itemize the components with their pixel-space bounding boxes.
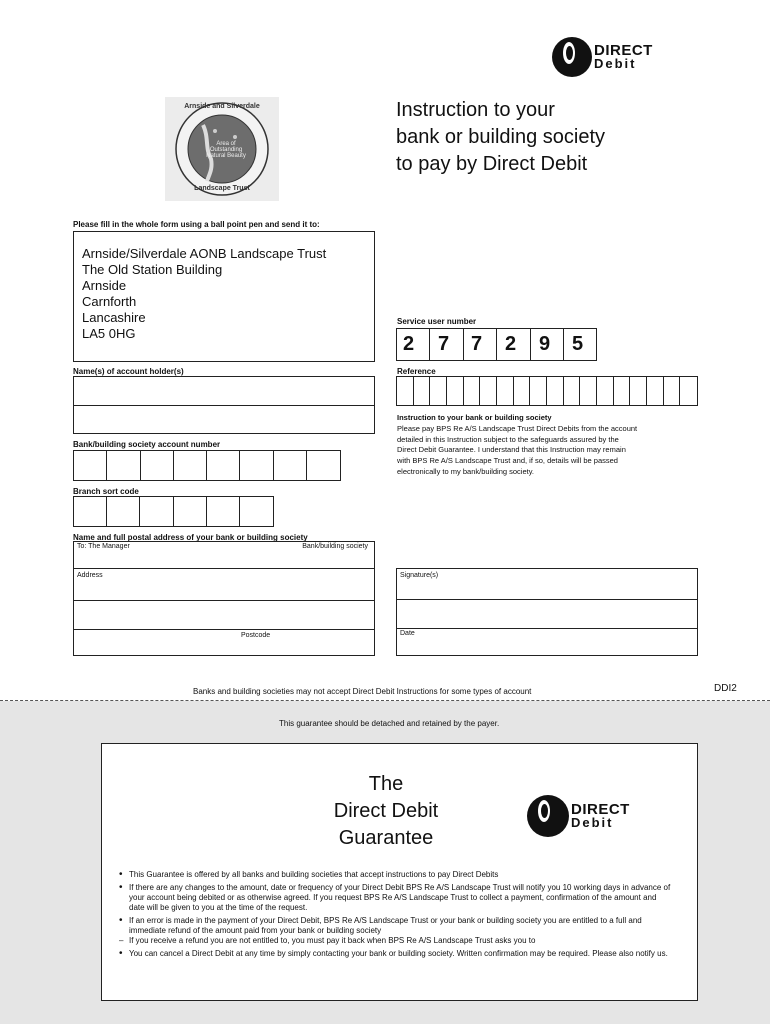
bank-address-label: Name and full postal address of your bank or building society <box>73 533 308 542</box>
sort-code-cell[interactable] <box>74 497 107 526</box>
guarantee-title <box>272 771 500 852</box>
account-number-cell[interactable] <box>74 451 107 480</box>
address-label: Address <box>77 572 103 579</box>
page-title <box>396 97 605 178</box>
guarantee-item: • You can cancel a Direct Debit at any time by simply contacting your bank or building society. Written confirmation may be required. Please also notify us. <box>117 949 672 959</box>
bank-building-society-label: Bank/building society <box>302 543 368 550</box>
footer-note: Banks and building societies may not accept Direct Debit Instructions for some types of account <box>193 687 532 696</box>
reference-cell[interactable] <box>514 377 531 405</box>
sort-code-cell[interactable] <box>174 497 207 526</box>
account-number-cell[interactable] <box>207 451 240 480</box>
guarantee-list <box>117 870 672 962</box>
instruction-block <box>397 413 697 478</box>
sort-code-cell[interactable] <box>207 497 240 526</box>
seal-bottom-arc: Landscape Trust <box>194 185 250 192</box>
title-line-1: Instruction to your <box>396 99 555 121</box>
fill-instructions: Please fill in the whole form using a ball point pen and send it to: <box>73 220 320 229</box>
bank-name-row[interactable] <box>74 542 374 569</box>
guarantee-direct-debit-logo <box>527 795 630 837</box>
send-to-address-box <box>73 231 375 362</box>
signature-label: Signature(s) <box>400 572 439 579</box>
reference-cell[interactable] <box>680 377 697 405</box>
reference-cell[interactable] <box>480 377 497 405</box>
logo-line1: DIRECT <box>594 42 653 59</box>
account-number-cell[interactable] <box>141 451 174 480</box>
direct-debit-logo <box>552 37 653 77</box>
landscape-trust-seal <box>165 97 279 201</box>
bank-address-row-2[interactable] <box>74 601 374 630</box>
logo-line2: Debit <box>594 56 637 71</box>
account-number-field[interactable] <box>73 450 341 481</box>
guarantee-item: • This Guarantee is offered by all banks and building societies that accept instructions to pay Direct Debits <box>117 870 672 880</box>
logo-line2: Debit <box>571 815 614 830</box>
signature-date-box[interactable] <box>396 568 698 656</box>
signature-row-2[interactable] <box>397 600 697 629</box>
direct-debit-mark-icon <box>552 37 592 77</box>
reference-cell[interactable] <box>430 377 447 405</box>
seal-center-text: Area of Outstanding Natural Beauty <box>206 141 246 159</box>
reference-cell[interactable] <box>414 377 431 405</box>
sort-code-label: Branch sort code <box>73 487 139 496</box>
instruction-line: Direct Debit Guarantee. I understand that this Instruction may remain <box>397 445 626 455</box>
account-holder-line-2[interactable] <box>74 406 374 434</box>
account-number-cell[interactable] <box>307 451 340 480</box>
account-holder-field[interactable] <box>73 376 375 434</box>
date-label: Date <box>400 630 415 637</box>
reference-cell[interactable] <box>580 377 597 405</box>
account-number-label: Bank/building society account number <box>73 440 221 449</box>
instruction-line: detailed in this Instruction subject to the safeguards assured by the <box>397 434 619 444</box>
service-user-digit: 5 <box>572 333 584 355</box>
account-number-cell[interactable] <box>240 451 273 480</box>
reference-cell[interactable] <box>664 377 681 405</box>
detach-note: This guarantee should be detached and retained by the payer. <box>279 719 500 728</box>
to-manager-label: To: The Manager <box>77 543 130 550</box>
guarantee-title-line: Direct Debit <box>333 800 439 822</box>
guarantee-title-line: Guarantee <box>338 827 434 849</box>
reference-cell[interactable] <box>630 377 647 405</box>
reference-cell[interactable] <box>530 377 547 405</box>
address-line: Lancashire <box>82 310 146 325</box>
address-line: Arnside <box>82 278 127 293</box>
instruction-heading: Instruction to your bank or building society <box>397 413 552 422</box>
guarantee-title-line: The <box>368 773 404 795</box>
logo-line1: DIRECT <box>571 801 630 818</box>
reference-cell[interactable] <box>647 377 664 405</box>
reference-cell[interactable] <box>464 377 481 405</box>
reference-cell[interactable] <box>497 377 514 405</box>
reference-cell[interactable] <box>547 377 564 405</box>
title-line-2: bank or building society <box>396 126 606 148</box>
address-line: LA5 0HG <box>82 326 136 341</box>
seal-top-arc: Arnside and Silverdale <box>184 103 260 110</box>
guarantee-subitem: – If you receive a refund you are not entitled to, you must pay it back when BPS Re A/S Landscape Trust asks you to <box>117 936 672 946</box>
address-line: Carnforth <box>82 294 137 309</box>
sort-code-cell[interactable] <box>240 497 273 526</box>
account-number-cell[interactable] <box>174 451 207 480</box>
guarantee-box <box>101 743 698 1001</box>
sort-code-cell[interactable] <box>140 497 173 526</box>
bank-address-box[interactable] <box>73 541 375 656</box>
service-user-digit: 2 <box>397 329 430 360</box>
reference-cell[interactable] <box>397 377 414 405</box>
signature-row-1[interactable] <box>397 569 697 600</box>
guarantee-item: • If there are any changes to the amount, date or frequency of your Direct Debit BPS Re A/S Landscape Trust will notify you 10 working days in advance of your account being debited or as otherwise agreed. If you request BPS Re A/S Landscape Trust to collect a payment, confirmation of the amount and date will be given to you at the time of the request. <box>117 883 672 913</box>
instruction-line: Please pay BPS Re A/S Landscape Trust Direct Debits from the account <box>397 423 638 433</box>
instruction-line: electronically to my bank/building society. <box>397 466 535 476</box>
bank-address-row-1[interactable] <box>74 569 374 601</box>
reference-cell[interactable] <box>447 377 464 405</box>
service-user-digit: 7 <box>430 329 464 360</box>
account-number-cell[interactable] <box>107 451 140 480</box>
form-code: DDI2 <box>714 683 737 694</box>
service-user-digit: 2 <box>497 329 531 360</box>
account-holder-line-1[interactable] <box>74 377 374 406</box>
service-user-number <box>396 328 597 361</box>
postcode-label: Postcode <box>241 632 271 639</box>
bank-postcode-row[interactable] <box>74 630 374 658</box>
instruction-line: with BPS Re A/S Landscape Trust and, if so, details will be passed <box>397 456 618 466</box>
date-row[interactable] <box>397 629 697 657</box>
service-user-digit: 9 <box>531 329 564 360</box>
service-user-digit: 7 <box>464 329 497 360</box>
reference-field[interactable] <box>396 376 698 406</box>
account-holder-label: Name(s) of account holder(s) <box>73 367 184 376</box>
reference-cell[interactable] <box>597 377 614 405</box>
address-line: Arnside/Silverdale AONB Landscape Trust <box>82 246 327 261</box>
reference-label: Reference <box>397 367 436 376</box>
account-number-cell[interactable] <box>274 451 307 480</box>
address-line: The Old Station Building <box>82 262 223 277</box>
title-line-3: to pay by Direct Debit <box>396 153 588 175</box>
reference-cell[interactable] <box>614 377 631 405</box>
service-user-label: Service user number <box>397 317 477 326</box>
guarantee-item: • If an error is made in the payment of your Direct Debit, BPS Re A/S Landscape Trust or your bank or building society you are entitled to a full and immediate refund of the amount paid from your bank or building society <box>117 916 672 936</box>
direct-debit-mark-icon <box>527 795 569 837</box>
sort-code-cell[interactable] <box>107 497 140 526</box>
sort-code-field[interactable] <box>73 496 274 527</box>
reference-cell[interactable] <box>564 377 581 405</box>
